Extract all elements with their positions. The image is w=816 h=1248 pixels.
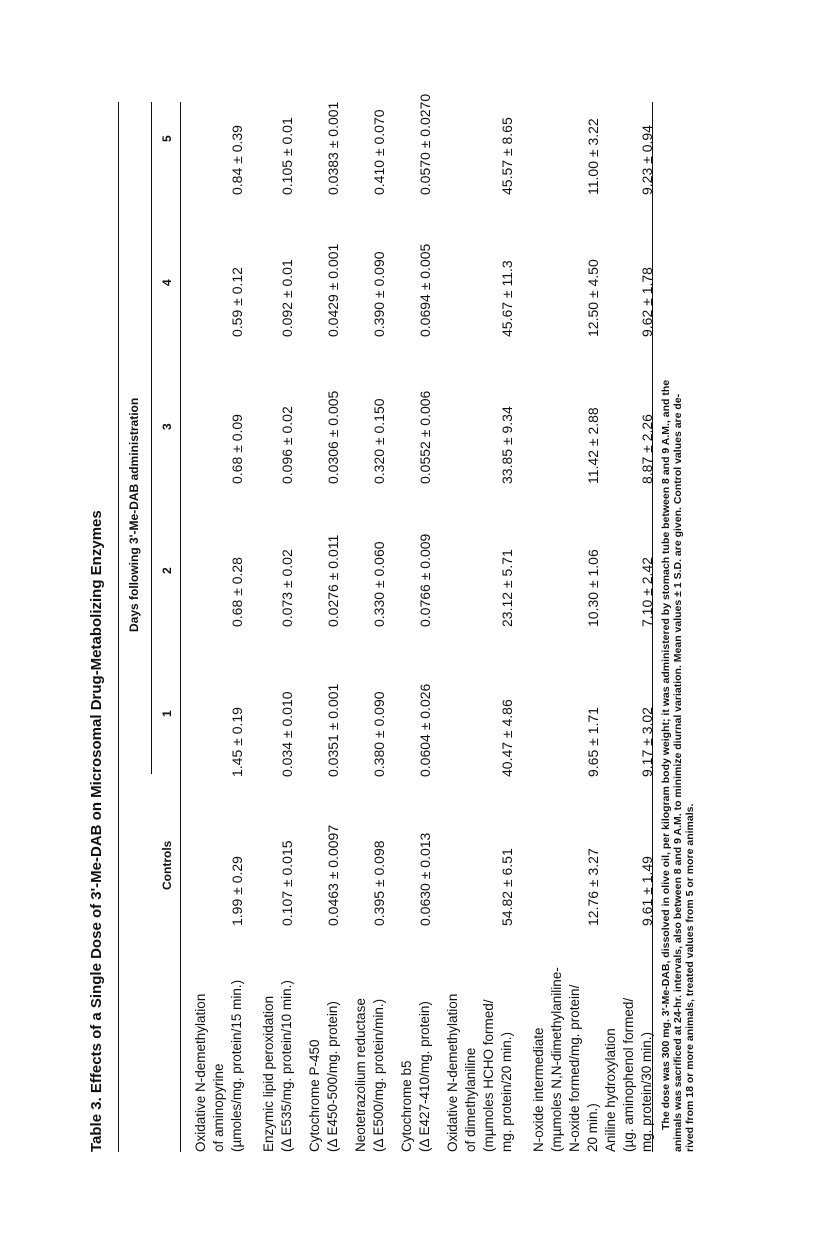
cell-day-5: 0.105 ± 0.01 [279, 117, 295, 195]
row-label-line: N-oxide intermediate [531, 1027, 546, 1152]
header-day-4: 4 [160, 279, 174, 286]
days-group-rule [151, 102, 152, 774]
cell-day-3: 11.42 ± 2.88 [585, 407, 601, 484]
table-title: Table 3. Effects of a Single Dose of 3'-Me-DAB on Microsomal Drug-Metabolizing Enzymes [88, 510, 105, 1152]
footnote [660, 97, 696, 1152]
cell-day-2: 7.10 ± 2.42 [639, 557, 655, 627]
cell-day-3: 8.87 ± 2.26 [639, 414, 655, 484]
row-label [602, 902, 656, 1152]
cell-controls: 12.76 ± 3.27 [585, 848, 601, 926]
row-label-line: Aniline hydroxylation [603, 1028, 618, 1152]
cell-day-5: 45.57 ± 8.65 [499, 117, 515, 195]
cell-controls: 0.0630 ± 0.013 [417, 832, 433, 926]
cell-day-2: 23.12 ± 5.71 [499, 549, 515, 627]
cell-day-2: 0.0766 ± 0.009 [417, 533, 433, 627]
cell-controls: 9.61 ± 1.49 [639, 856, 655, 926]
cell-day-5: 11.00 ± 3.22 [585, 118, 601, 195]
cell-day-4: 45.67 ± 11.3 [499, 260, 515, 337]
row-label-line: (Δ E500/mg. protein/min.) [371, 998, 386, 1152]
footnote-line-2: animals was sacrificed at 24-hr. intervals, also between 8 and 9 A.M. to minimize diurnal variation. Mean values ± 1 S.D. are given. Control values are de- [672, 393, 684, 1152]
rotated-table-page [70, 72, 710, 1152]
row-label-line: Enzymic lipid peroxidation [261, 995, 276, 1152]
cell-day-3: 0.68 ± 0.09 [229, 414, 245, 484]
row-label-line: (Δ E427-410/mg. protein) [417, 1001, 432, 1152]
row-label-line: N-oxide formed/mg. protein/ [567, 984, 582, 1152]
header-day-1: 1 [160, 710, 174, 717]
cell-controls: 0.107 ± 0.015 [279, 840, 295, 926]
cell-day-5: 9.23 ± 0.94 [639, 125, 655, 195]
cell-day-2: 0.073 ± 0.02 [279, 549, 295, 627]
header-controls: Controls [160, 840, 174, 890]
cell-day-4: 0.59 ± 0.12 [229, 267, 245, 337]
row-label [398, 902, 434, 1152]
cell-controls: 54.82 ± 6.51 [499, 848, 515, 926]
days-group-header: Days following 3'-Me-DAB administration [127, 397, 141, 632]
row-label [192, 902, 246, 1152]
cell-day-3: 33.85 ± 9.34 [499, 406, 515, 484]
row-label-line: (mµmoles N,N-dimethylaniline- [549, 967, 564, 1152]
row-label-line: Neotetrazolium reductase [353, 998, 368, 1152]
cell-day-4: 9.62 ± 1.78 [639, 267, 655, 337]
header-day-5: 5 [160, 135, 174, 142]
cell-controls: 0.395 ± 0.098 [371, 840, 387, 926]
cell-day-4: 0.0694 ± 0.005 [417, 243, 433, 337]
cell-day-2: 0.68 ± 0.28 [229, 557, 245, 627]
cell-day-4: 0.092 ± 0.01 [279, 259, 295, 337]
cell-day-1: 0.380 ± 0.090 [371, 691, 387, 777]
cell-day-3: 0.0552 ± 0.006 [417, 390, 433, 484]
cell-day-1: 0.0351 ± 0.001 [325, 683, 341, 777]
row-label-line: of aminopyrine [211, 1063, 226, 1152]
row-label-line: Cytochrome b5 [399, 1060, 414, 1152]
footnote-line-3: rived from 18 or more animals, treated values from 5 or more animals. [684, 803, 696, 1152]
row-label-line: (Δ E450-500/mg. protein) [325, 1001, 340, 1152]
cell-day-1: 0.0604 ± 0.026 [417, 683, 433, 777]
cell-day-3: 0.096 ± 0.02 [279, 406, 295, 484]
header-rule [180, 102, 181, 1152]
row-label [352, 902, 388, 1152]
cell-day-2: 0.330 ± 0.060 [371, 541, 387, 627]
cell-day-1: 0.034 ± 0.010 [279, 691, 295, 777]
top-rule [118, 102, 119, 1152]
cell-day-1: 1.45 ± 0.19 [229, 707, 245, 777]
cell-day-1: 9.17 ± 3.02 [639, 707, 655, 777]
row-label [444, 902, 516, 1152]
row-label-line: (Δ E535/mg. protein/10 min.) [279, 980, 294, 1152]
row-label-line: mg. protein/30 min.) [639, 1031, 654, 1152]
row-label-line: Oxidative N-demethylation [193, 993, 208, 1152]
row-label-line: (µmoles/mg. protein/15 min.) [229, 979, 244, 1152]
cell-day-5: 0.0383 ± 0.001 [325, 101, 341, 195]
row-label [260, 902, 296, 1152]
cell-day-5: 0.0570 ± 0.0270 [417, 93, 433, 195]
cell-day-3: 0.0306 ± 0.005 [325, 390, 341, 484]
cell-day-4: 0.390 ± 0.090 [371, 251, 387, 337]
cell-day-2: 0.0276 ± 0.011 [325, 534, 341, 627]
cell-day-1: 40.47 ± 4.86 [499, 699, 515, 777]
cell-day-3: 0.320 ± 0.150 [371, 398, 387, 484]
row-label-line: 20 min.) [585, 1103, 600, 1152]
row-label [530, 902, 602, 1152]
cell-day-4: 0.0429 ± 0.001 [325, 243, 341, 337]
header-day-2: 2 [160, 567, 174, 574]
bottom-rule [652, 102, 653, 1152]
row-label-line: Oxidative N-demethylation [445, 993, 460, 1152]
cell-controls: 1.99 ± 0.29 [229, 856, 245, 926]
cell-day-5: 0.84 ± 0.39 [229, 125, 245, 195]
cell-day-2: 10.30 ± 1.06 [585, 549, 601, 627]
row-label-line: Cytochrome P-450 [307, 1039, 322, 1152]
row-label [306, 902, 342, 1152]
cell-day-4: 12.50 ± 4.50 [585, 259, 601, 337]
row-label-line: (µg. aminophenol formed/ [621, 997, 636, 1152]
cell-day-1: 9.65 ± 1.71 [585, 707, 601, 777]
footnote-line-1: The dose was 300 mg. 3'-Me-DAB, dissolved in olive oil, per kilogram body weight; it was administered by stomach tube between 8 and 9 A.M., and the [660, 379, 672, 1130]
cell-controls: 0.0463 ± 0.0097 [325, 824, 341, 926]
row-label-line: of dimethylaniline [463, 1047, 478, 1152]
header-day-3: 3 [160, 423, 174, 430]
cell-day-5: 0.410 ± 0.070 [371, 109, 387, 195]
row-label-line: (mµmoles HCHO formed/ [481, 999, 496, 1152]
row-label-line: mg. protein/20 min.) [499, 1031, 514, 1152]
